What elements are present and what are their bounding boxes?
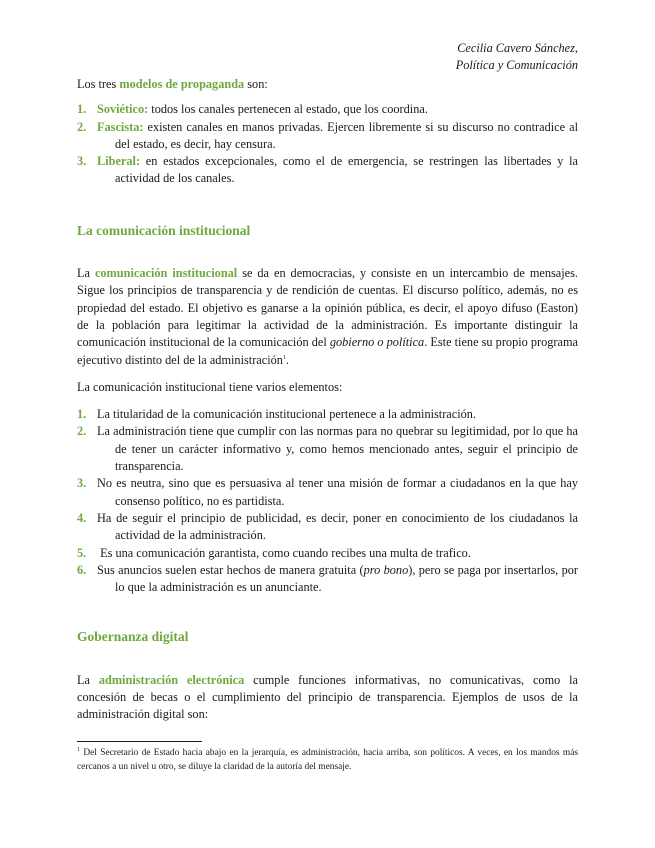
list-text: Sus anuncios suelen estar hechos de manera gratuita ( <box>97 562 364 577</box>
list-term: Fascista: <box>97 119 144 134</box>
list-number: 3. <box>77 154 87 169</box>
list-number: 1. <box>77 102 87 117</box>
section-heading-institucional: La comunicación institucional <box>77 222 251 238</box>
list-item <box>77 475 578 510</box>
list-number: 2. <box>77 424 87 439</box>
list-number: 5. <box>77 545 87 560</box>
list-text: ), pero se paga por insertarlos, por lo que la administración es un anunciante. <box>115 562 578 595</box>
list-item <box>77 510 578 545</box>
list-item <box>77 406 578 423</box>
propaganda-models-list <box>77 101 578 187</box>
list-text: Es una comunicación garantista, como cuando recibes una multa de trafico. <box>97 545 471 560</box>
paragraph-highlight: comunicación institucional <box>94 266 238 281</box>
intro-text-end: son: <box>244 77 268 91</box>
list-number: 1. <box>77 407 87 422</box>
elements-list <box>77 406 578 596</box>
paragraph-text: cumple funciones informativas, no comunicativas, como la concesión de becas o el cumplimiento del principio de transparencia. Ejemplos de usos de la administración digital son: <box>77 672 579 722</box>
list-item <box>77 545 578 562</box>
gobernanza-paragraph <box>77 672 578 724</box>
paragraph-text: . <box>285 352 289 367</box>
footnote <box>77 746 578 774</box>
footnote-divider <box>77 741 202 742</box>
page-header <box>456 40 578 74</box>
intro-text: Los tres <box>77 77 120 91</box>
page-content <box>77 76 578 724</box>
list-number: 3. <box>77 476 87 491</box>
list-italic: pro bono <box>363 562 409 577</box>
paragraph-italic: gobierno o política <box>329 335 425 350</box>
list-item <box>77 423 578 475</box>
paragraph-highlight: administración electrónica <box>98 672 245 687</box>
list-item <box>77 119 578 154</box>
list-text: existen canales en manos privadas. Ejercen libremente si su discurso no contradice al del estado, es decir, hay censura. <box>115 119 578 151</box>
intro-paragraph <box>77 76 578 93</box>
header-author: Cecilia Cavero Sánchez, <box>457 41 578 55</box>
list-number: 4. <box>77 510 87 525</box>
list-text: La titularidad de la comunicación institucional pertenece a la administración. <box>97 407 477 422</box>
list-text: La administración tiene que cumplir con las normas para no quebrar su legitimidad, por lo que ha de tener un carácter informativo y, como hemos mencionado antes, seguir el principio de transparencia. <box>97 424 578 474</box>
list-term: Liberal: <box>97 154 141 169</box>
list-text: No es neutra, sino que es persuasiva al tener una misión de formar a ciudadanos en la que hay consenso político, no es partidista. <box>97 476 578 508</box>
list-text: Ha de seguir el principio de publicidad, es decir, poner en conocimiento de los ciudadanos la actividad de la administración. <box>97 510 578 543</box>
list-text: en estados excepcionales, como el de emergencia, se restringen las libertades y la actividad de los canales. <box>115 154 578 186</box>
paragraph-text: se da en democracias, y consiste en un intercambio de mensajes. Sigue los principios de transparencia y de rendición de cuentas. El discurso político, además, no es propiedad del estado. El objetivo es ganarse a la opinión pública, es decir, el apoyo difuso (Easton) de la población para legitimar la actividad de la administración. Es importante distinguir la comunicación institucional de la comunicación del <box>77 266 578 350</box>
section-heading-gobernanza: Gobernanza digital <box>77 629 189 645</box>
footnote-text: Del Secretario de Estado hacia abajo en la jerarquía, es administración, hacia arriba, son políticos. A veces, en los mandos más cercanos a un nivel u otro, se diluye la claridad de la autoría del mensaje. <box>77 748 578 772</box>
list-number: 2. <box>77 119 87 134</box>
list-text: todos los canales pertenecen al estado, que los coordina. <box>148 102 428 117</box>
footnote-mark: 1 <box>77 746 80 753</box>
list-term: Soviético: <box>97 102 149 117</box>
list-number: 6. <box>77 562 87 577</box>
paragraph-text: La <box>77 672 99 687</box>
paragraph-text: . Este tiene su propio programa ejecutivo distinto del de la administración <box>77 335 578 367</box>
list-item <box>77 153 578 188</box>
paragraph-text: La <box>77 266 95 281</box>
institucional-paragraph <box>77 265 578 369</box>
elements-intro-paragraph: La comunicación institucional tiene varios elementos: <box>77 379 343 394</box>
header-subject: Política y Comunicación <box>455 58 578 72</box>
list-item <box>77 562 578 597</box>
list-item <box>77 101 578 118</box>
footnote-reference[interactable]: 1 <box>282 354 286 361</box>
intro-highlight: modelos de propaganda <box>119 77 245 91</box>
